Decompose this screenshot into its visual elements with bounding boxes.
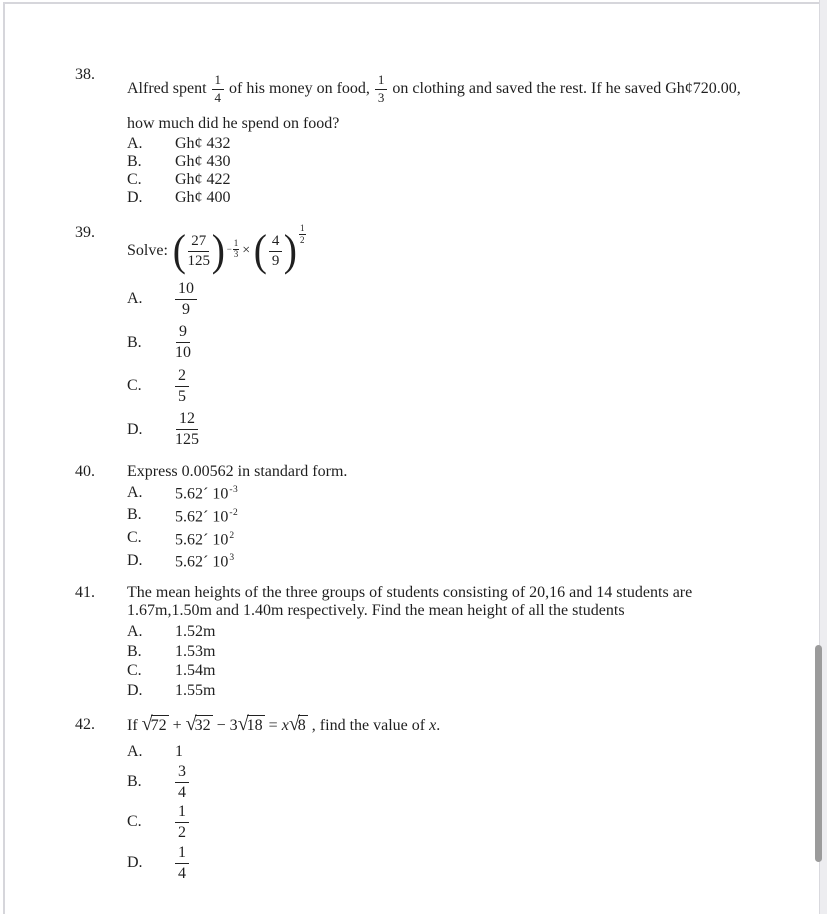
option-row-a [127, 278, 790, 320]
exponent: 2 [229, 530, 235, 541]
option-letter: C. [127, 813, 142, 830]
mini-fraction: $\frac{1}{2}$ [300, 223, 305, 245]
question-number: 39. [75, 224, 95, 241]
question-text-line1: The mean heights of the three groups of students consisting of 20,16 and 14 students are [127, 584, 693, 601]
option-value: Gh¢ 430 [175, 153, 231, 170]
question-number: 42. [75, 716, 95, 733]
variable-x: x [429, 717, 437, 734]
option-fraction: $\frac{12}{125}$ [175, 410, 199, 449]
option-letter: B. [127, 642, 142, 660]
close-paren: ) [211, 226, 225, 276]
fraction-one-third: $\frac{1}{3}$ [375, 73, 388, 105]
question-text-line2: how much did he spend on food? [127, 115, 340, 132]
multiplication-sign: × [242, 243, 251, 259]
option-value: 5.62´ $10^{-2}$ [175, 507, 239, 526]
option-value: Gh¢ 400 [175, 189, 231, 206]
option-row-c [127, 661, 790, 681]
option-letter: C. [127, 529, 142, 547]
question-40 [0, 463, 790, 572]
option-row-a [127, 135, 790, 153]
option-letter: C. [127, 377, 142, 395]
option-fraction: $\frac{2}{5}$ [175, 367, 189, 406]
radical-sign: √ [288, 713, 300, 735]
option-row-b [127, 153, 790, 171]
option-letter: D. [127, 420, 143, 438]
text-run: If [127, 717, 138, 734]
option-row-c [127, 171, 790, 189]
option-row-c [127, 802, 790, 842]
mini-fraction: $\frac{1}{3}$ [233, 237, 239, 260]
radical-8: √8 [288, 713, 306, 735]
option-letter: D. [127, 681, 143, 699]
plus-sign: + [172, 717, 182, 734]
options-list [127, 135, 790, 207]
variable-x: x [281, 717, 289, 734]
option-row-c [127, 365, 790, 407]
text-run: of his money on food, [229, 80, 370, 97]
exponent-neg-one-third [227, 222, 240, 276]
options-list [127, 481, 790, 572]
option-letter: D. [127, 854, 143, 871]
question-text: Express 0.00562 in standard form. [127, 463, 348, 480]
option-letter: D. [127, 189, 143, 206]
question-text-line1 [127, 66, 790, 112]
option-row-a [127, 742, 790, 762]
question-41 [0, 584, 790, 700]
radical-sign: √ [237, 713, 249, 735]
option-letter: A. [127, 743, 143, 760]
option-value: 1.55m [175, 681, 216, 699]
option-fraction: $\frac{1}{2}$ [175, 803, 189, 842]
text-run: Solve: [127, 242, 168, 259]
question-number: 38. [75, 66, 95, 83]
option-row-d [127, 189, 790, 207]
math-group-1 [172, 227, 239, 276]
option-fraction: $\frac{10}{9}$ [175, 280, 197, 319]
option-letter: B. [127, 153, 142, 170]
text-run: . [436, 717, 441, 734]
option-row-b [127, 642, 790, 662]
exponent: -3 [229, 485, 239, 495]
option-row-b [127, 762, 790, 802]
radical-sign: √ [185, 713, 197, 735]
close-paren: ) [284, 226, 298, 276]
question-42 [0, 710, 790, 884]
radical-18: √18 [237, 713, 263, 735]
radical-72: √72 [141, 713, 167, 735]
option-letter: B. [127, 773, 142, 790]
option-row-d [127, 681, 790, 701]
option-fraction: $\frac{3}{4}$ [175, 763, 189, 802]
equals-sign: = [264, 717, 282, 734]
option-value: 5.62´ $10^3$ [175, 553, 235, 571]
option-row-b [127, 504, 790, 527]
option-row-d [127, 549, 790, 572]
options-list [127, 742, 790, 884]
option-letter: B. [127, 333, 142, 351]
text-run: , find the value of [307, 717, 430, 734]
question-38 [0, 66, 790, 207]
option-value: Gh¢ 432 [175, 135, 231, 152]
option-letter: B. [127, 506, 142, 524]
option-row-a [127, 481, 790, 504]
option-letter: C. [127, 171, 142, 188]
question-number: 41. [75, 584, 95, 601]
question-number: 40. [75, 463, 95, 480]
option-row-b [127, 321, 790, 364]
exponent-one-half [299, 224, 306, 245]
question-expression [127, 224, 790, 278]
open-paren: ( [253, 226, 268, 276]
question-expression [127, 710, 790, 742]
fraction-one-quarter: $\frac{1}{4}$ [212, 73, 225, 105]
option-row-c [127, 527, 790, 550]
question-39 [0, 224, 790, 451]
option-value: 1.53m [175, 642, 216, 660]
option-fraction: $\frac{1}{4}$ [175, 844, 189, 883]
exponent: -2 [229, 507, 239, 518]
open-paren: ( [172, 226, 186, 276]
option-value: 5.62´ $10^2$ [175, 530, 235, 548]
scrollbar-thumb[interactable] [815, 645, 822, 862]
option-fraction: $\frac{9}{10}$ [175, 323, 191, 362]
option-row-d [127, 842, 790, 884]
option-value: 1.52m [175, 623, 216, 640]
option-letter: A. [127, 290, 143, 308]
text-run: on clothing and saved the rest. If he saved Gh¢720.00, [392, 80, 741, 97]
option-letter: C. [127, 662, 142, 679]
radical-32: √32 [185, 713, 211, 735]
radical-sign: √ [141, 713, 153, 735]
option-letter: A. [127, 135, 143, 152]
option-letter: A. [127, 623, 143, 640]
options-list [127, 622, 790, 700]
minus-sign: − [226, 243, 232, 254]
math-group-2 [253, 223, 305, 276]
fraction-4-9: $\frac{4}{9}$ [269, 233, 283, 270]
options-list [127, 278, 790, 451]
fraction-27-125: $\frac{27}{125}$ [187, 233, 211, 269]
question-text-line2: 1.67m,1.50m and 1.40m respectively. Find the mean height of all the students [127, 602, 625, 619]
option-letter: D. [127, 552, 143, 570]
text-run: − 3 [216, 717, 238, 734]
option-value: 5.62´ $10^{-3}$ [175, 485, 239, 503]
text-run: Alfred spent [127, 80, 207, 97]
option-value: Gh¢ 422 [175, 171, 231, 188]
option-row-a [127, 622, 790, 642]
page-top-border [3, 2, 821, 4]
exponent: 3 [229, 553, 235, 564]
option-value: 1 [175, 743, 183, 760]
option-value: 1.54m [175, 662, 216, 679]
option-letter: A. [127, 483, 143, 501]
option-row-d [127, 408, 790, 451]
